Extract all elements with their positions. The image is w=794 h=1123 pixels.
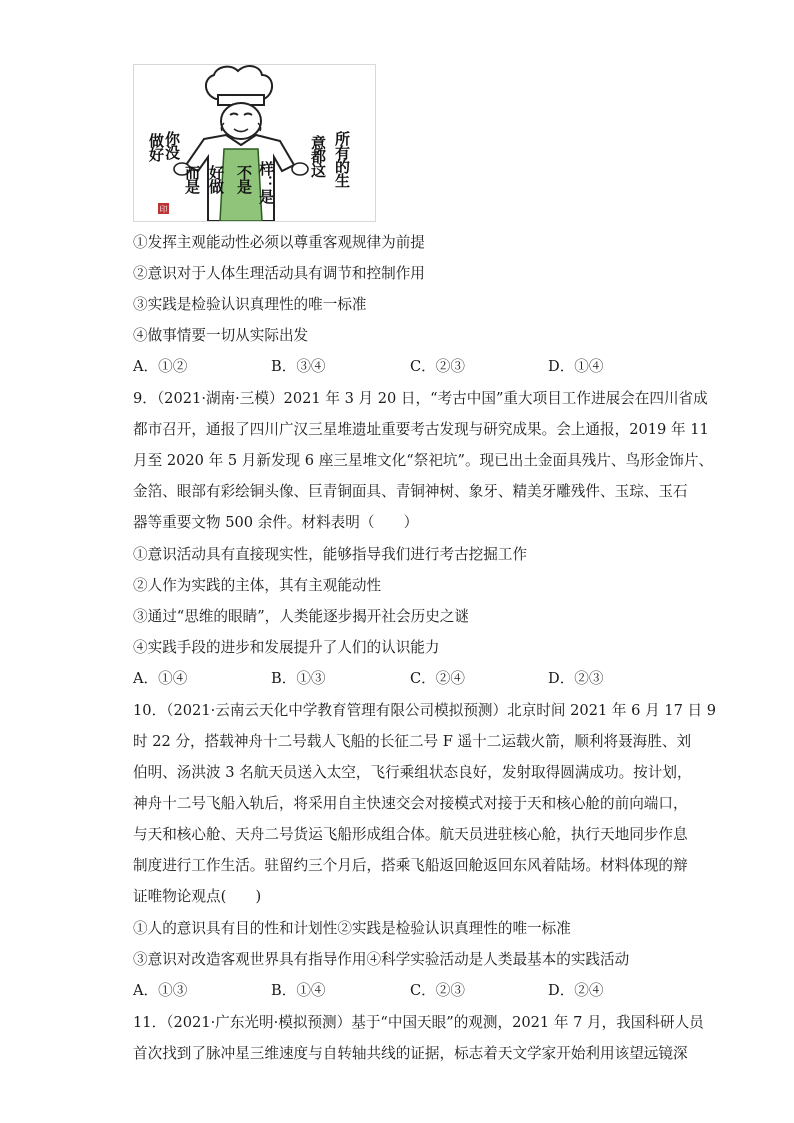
- q9-stem: 9．（2021·湖南·三模）2021 年 3 月 20 日，“考古中国”重大项目工作进展会在四川省成: [133, 390, 708, 407]
- q10-stem: 时 22 分，搭载神舟十二号载人飞船的长征二号 F 遥十二运载火箭，顺利将聂海胜、刘: [133, 733, 692, 750]
- option-a[interactable]: A．①③: [133, 982, 188, 999]
- cartoon-text-col: 意都这: [309, 135, 327, 177]
- q8-statement: ②意识对于人体生理活动具有调节和控制作用: [133, 265, 425, 282]
- cartoon-text-col: 做好: [147, 133, 165, 161]
- option-c[interactable]: C．②③: [410, 358, 465, 375]
- q9-stem: 器等重要文物 500 余件。材料表明（ ）: [133, 514, 419, 531]
- q10-stem: 证唯物论观点( ): [133, 888, 262, 905]
- q10-stem: 与天和核心舱、天舟二号货运飞船形成组合体。航天员进驻核心舱，执行天地同步作息: [133, 826, 688, 843]
- q10-options: [133, 981, 693, 1001]
- option-a[interactable]: A．①④: [133, 670, 188, 687]
- q9-statement: ③通过“思维的眼睛”，人类能逐步揭开社会历史之谜: [133, 608, 469, 625]
- q10-stem: 伯明、汤洪波 3 名航天员送入太空，飞行乘组状态良好，发射取得圆满成功。按计划，: [133, 764, 692, 781]
- q10-statement: ③意识对改造客观世界具有指导作用④科学实验活动是人类最基本的实践活动: [133, 951, 630, 968]
- q9-statement: ①意识活动具有直接现实性，能够指导我们进行考古挖掘工作: [133, 546, 528, 563]
- cartoon-text-col: 你没: [163, 131, 181, 159]
- q10-statement: ①人的意识具有目的性和计划性②实践是检验认识真理性的唯一标准: [133, 920, 571, 937]
- q10-stem: 制度进行工作生活。驻留约三个月后，搭乘飞船返回舱返回东风着陆场。材料体现的辩: [133, 857, 688, 874]
- chef-cartoon: [133, 64, 376, 222]
- q8-statement: ④做事情要一切从实际出发: [133, 327, 309, 344]
- option-b[interactable]: B．①③: [271, 670, 326, 687]
- q9-options: [133, 669, 693, 689]
- option-d[interactable]: D．①④: [548, 358, 604, 375]
- q8-statement: ③实践是检验认识真理性的唯一标准: [133, 296, 367, 313]
- svg-text:印: 印: [159, 205, 168, 214]
- option-c[interactable]: C．②③: [410, 982, 465, 999]
- option-d[interactable]: D．②③: [548, 670, 604, 687]
- cartoon-text-col: 好做: [207, 165, 225, 193]
- q8-options: [133, 357, 693, 377]
- cartoon-text-col: 所有的生: [333, 131, 351, 187]
- q9-statement: ②人作为实践的主体，其有主观能动性: [133, 577, 382, 594]
- q9-stem: 都市召开，通报了四川广汉三星堆遗址重要考古发现与研究成果。会上通报，2019 年 11: [133, 421, 709, 438]
- q10-stem: 神舟十二号飞船入轨后，将采用自主快速交会对接模式对接于天和核心舱的前向端口，: [133, 795, 688, 812]
- option-b[interactable]: B．③④: [271, 358, 326, 375]
- option-c[interactable]: C．②④: [410, 670, 465, 687]
- q10-stem: 10．（2021·云南云天化中学教育管理有限公司模拟预测）北京时间 2021 年 6 月 17 日 9: [133, 702, 717, 719]
- option-d[interactable]: D．②④: [548, 982, 604, 999]
- q11-stem: 首次找到了脉冲星三维速度与自转轴共线的证据，标志着天文学家开始利用该望远镜深: [133, 1045, 688, 1062]
- q8-statement: ①发挥主观能动性必须以尊重客观规律为前提: [133, 234, 425, 251]
- cartoon-text-col: 不是: [235, 165, 253, 193]
- q9-stem: 月至 2020 年 5 月新发现 6 座三星堆文化“祭祀坑”。现已出土金面具残片、鸟形金饰片、: [133, 452, 714, 469]
- q9-stem: 金箔、眼部有彩绘铜头像、巨青铜面具、青铜神树、象牙、精美牙雕残件、玉琮、玉石: [133, 483, 688, 500]
- option-b[interactable]: B．①④: [271, 982, 326, 999]
- option-a[interactable]: A．①②: [133, 358, 188, 375]
- cartoon-text-col: 样：是: [257, 161, 275, 203]
- cartoon-text-col: 而是: [183, 165, 201, 193]
- q11-stem: 11．（2021·广东光明·模拟预测）基于“中国天眼”的观测，2021 年 7 月，我国科研人员: [133, 1014, 704, 1031]
- q9-statement: ④实践手段的进步和发展提升了人们的认识能力: [133, 639, 440, 656]
